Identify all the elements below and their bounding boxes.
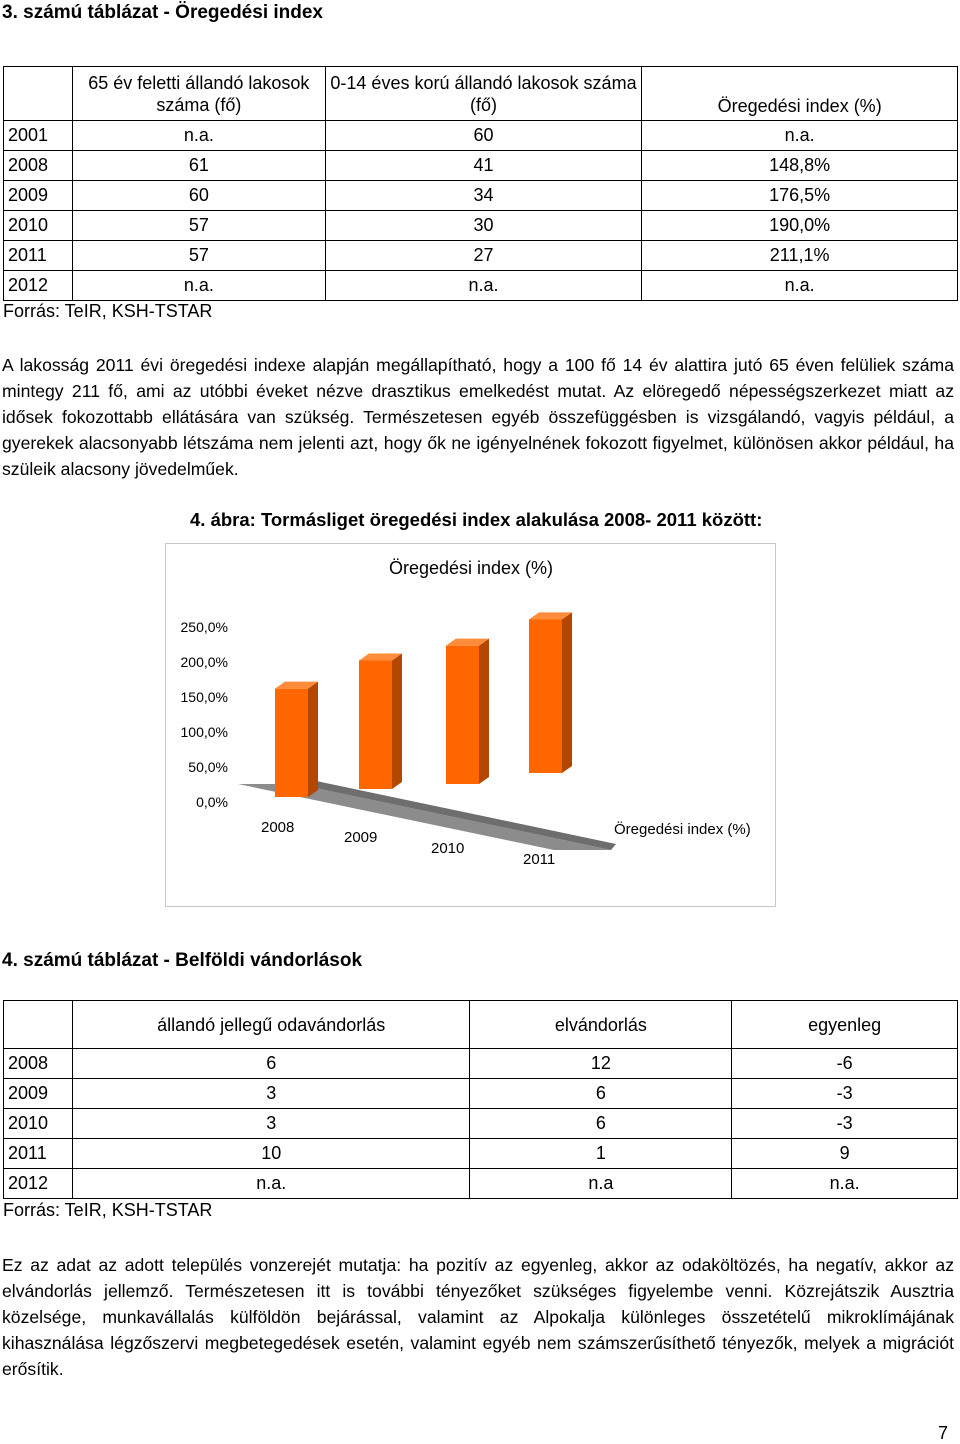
table-cell: 57 [72, 211, 325, 241]
table-row [4, 1079, 958, 1109]
table-row [4, 1109, 958, 1139]
table4-header-row [4, 1001, 958, 1049]
figure4-caption: 4. ábra: Tormásliget öregedési index alakulása 2008- 2011 között: [190, 509, 763, 530]
page-number: 7 [938, 1423, 949, 1443]
table-cell: 2011 [4, 241, 73, 271]
table-cell: 6 [470, 1079, 732, 1109]
chart-frame [165, 543, 776, 907]
y-tick-label: 0,0% [196, 794, 228, 810]
table-cell: 2012 [4, 1169, 73, 1199]
table-row [4, 181, 958, 211]
table-cell: 60 [72, 181, 325, 211]
table-cell: 3 [72, 1109, 470, 1139]
table-cell: n.a [470, 1169, 732, 1199]
table-cell: 6 [470, 1109, 732, 1139]
table-cell: 176,5% [642, 181, 958, 211]
table-cell: 2010 [4, 1109, 73, 1139]
table-row [4, 151, 958, 181]
table-cell: n.a. [642, 271, 958, 301]
chart-title: Öregedési index (%) [388, 558, 554, 578]
table-cell: 30 [325, 211, 642, 241]
paragraph-aging: A lakosság 2011 évi öregedési indexe alapján megállapítható, hogy a 100 fő 14 év alattira jutó 65 éven felüliek száma mintegy 211 fő, ami az utóbbi éveket nézve drasztikus emelkedést mutat. Az elöregedő népességszerkezet miatt az idősek fokozottabb ellátására van szükség. Természetesen egyéb összefüggésben is vizsgálandó, vagyis például, a gyerekek alacsonyabb létszáma nem jelenti azt, hogy ők ne igényelnének fokozott figyelmet, különösen akkor például, ha szüleik alacsony jövedelműek. [2, 355, 954, 479]
table3-source: Forrás: TeIR, KSH-TSTAR [3, 301, 213, 321]
y-tick-label: 100,0% [180, 724, 228, 740]
bar [529, 619, 562, 773]
y-tick-label: 200,0% [180, 654, 228, 670]
table-cell: n.a. [72, 271, 325, 301]
table3-title: 3. számú táblázat - Öregedési index [2, 2, 323, 23]
paragraph-migration: Ez az adat az adott település vonzerejét mutatja: ha pozitív az egyenleg, akkor az odaköltözés, ha negatív, akkor az elvándorlás jellemző. Természetesen itt is további tényezőket szükséges figyelembe venni. Közrejátszik Ausztria közelsége, munkavállalás külföldön bejárással, valamint az Alpokalja különleges összetételű mikroklímájának kihasználása légzőszervi megbetegedések esetén, valamint egyéb nem számszerűsíthető tényezők, melyek a migrációt erősítik. [2, 1255, 954, 1379]
x-tick-label: 2008 [261, 819, 295, 836]
table-cell: 34 [325, 181, 642, 211]
table-row [4, 211, 958, 241]
x-tick-label: 2010 [431, 840, 465, 857]
table4-source: Forrás: TeIR, KSH-TSTAR [3, 1200, 213, 1220]
table-cell: 2009 [4, 1079, 73, 1109]
y-tick-label: 150,0% [180, 689, 228, 705]
table4-header-cell: egyenleg [732, 1001, 958, 1049]
table-cell: -6 [732, 1049, 958, 1079]
table-cell: -3 [732, 1079, 958, 1109]
table4 [3, 1000, 958, 1199]
table-cell: n.a. [642, 121, 958, 151]
table-cell: 61 [72, 151, 325, 181]
table-row [4, 1169, 958, 1199]
table-cell: n.a. [325, 271, 642, 301]
table-cell: 2001 [4, 121, 73, 151]
y-tick-label: 250,0% [180, 619, 228, 635]
series-label: Öregedési index (%) [614, 821, 751, 838]
bar-side [392, 654, 402, 789]
table-cell: 9 [732, 1139, 958, 1169]
table4-header-cell: elvándorlás [470, 1001, 732, 1049]
table-cell: 190,0% [642, 211, 958, 241]
bar [446, 646, 479, 784]
table-cell: 2010 [4, 211, 73, 241]
table-cell: n.a. [72, 121, 325, 151]
table-cell: 2011 [4, 1139, 73, 1169]
table-cell: 2008 [4, 151, 73, 181]
table3-header-row [4, 67, 958, 121]
table-cell: 12 [470, 1049, 732, 1079]
bar-side [308, 682, 318, 797]
bar-side [562, 612, 572, 773]
table-cell: 10 [72, 1139, 470, 1169]
table-cell: 2012 [4, 271, 73, 301]
table4-title: 4. számú táblázat - Belföldi vándorlások [2, 950, 363, 971]
table-cell: 2008 [4, 1049, 73, 1079]
table-cell: 57 [72, 241, 325, 271]
table4-header-corner [4, 1001, 73, 1049]
table-cell: 148,8% [642, 151, 958, 181]
table3-header-cell: Öregedési index (%) [642, 67, 958, 121]
table-row [4, 1049, 958, 1079]
table-cell: 60 [325, 121, 642, 151]
table3-header-cell: 0-14 éves korú állandó lakosok száma (fő) [325, 67, 642, 121]
table-cell: -3 [732, 1109, 958, 1139]
table-cell: n.a. [72, 1169, 470, 1199]
aging-index-chart [166, 544, 775, 906]
bar [359, 661, 392, 789]
table3-header-corner [4, 67, 73, 121]
x-tick-label: 2009 [344, 829, 378, 846]
table-row [4, 1139, 958, 1169]
bar-side [479, 639, 489, 784]
table-row [4, 241, 958, 271]
table-cell: 27 [325, 241, 642, 271]
table-row [4, 121, 958, 151]
table3-header-cell: 65 év feletti állandó lakosok száma (fő) [72, 67, 325, 121]
table-row [4, 271, 958, 301]
table-cell: 41 [325, 151, 642, 181]
bar [275, 689, 308, 797]
y-tick-label: 50,0% [188, 759, 228, 775]
x-tick-label: 2011 [523, 851, 556, 868]
table-cell: 3 [72, 1079, 470, 1109]
table4-header-cell: állandó jellegű odavándorlás [72, 1001, 470, 1049]
table-cell: 211,1% [642, 241, 958, 271]
table-cell: 2009 [4, 181, 73, 211]
table-cell: n.a. [732, 1169, 958, 1199]
table-cell: 6 [72, 1049, 470, 1079]
table3 [3, 66, 958, 301]
table-cell: 1 [470, 1139, 732, 1169]
